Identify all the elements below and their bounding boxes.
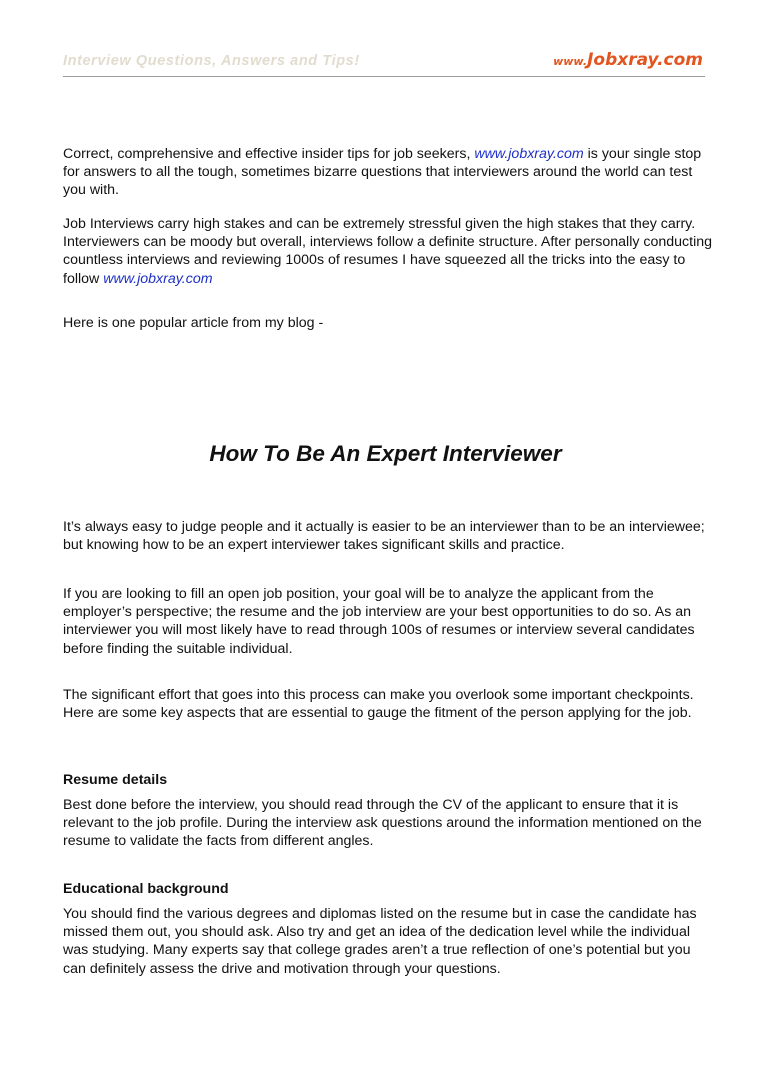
jobxray-link-1[interactable]: www.jobxray.com (474, 146, 584, 162)
header-brand-name: Jobxray.com (587, 50, 703, 70)
header-tagline: Interview Questions, Answers and Tips! (63, 53, 360, 69)
section-heading-education: Educational background (63, 881, 229, 897)
intro-text-1a: Correct, comprehensive and effective insider tips for job seekers, (63, 146, 475, 162)
article-paragraph-2: If you are looking to fill an open job position, your goal will be to analyze the applicant from the employer’s perspective; the resume and the job interview are your best opportunities to do so. As an interviewer you will most likely have to read through 100s of resumes or interview several candidates before finding the suitable individual. (63, 586, 695, 657)
section-text-education: You should find the various degrees and diplomas listed on the resume but in case the candidate has missed them out, you should ask. Also try and get an idea of the dedication level while the individual was studying. Many experts say that college grades aren’t a true reflection of one’s potential but you can definitely assess the drive and motivation through your questions. (63, 906, 697, 977)
intro-paragraph-1 (63, 145, 713, 200)
header-www: www. (553, 55, 588, 68)
intro-text-2a: Job Interviews carry high stakes and can be extremely stressful given the high stakes that they carry. Interviewers can be moody but overall, interviews follow a definite structure. After personally conducting countless interviews and reviewing 1000s of resumes I have squeezed all the tricks into the easy to follow (63, 216, 713, 287)
jobxray-link-2[interactable]: www.jobxray.com (103, 270, 213, 287)
article-title: How To Be An Expert Interviewer (209, 441, 562, 466)
intro-paragraph-3: Here is one popular article from my blog - (63, 315, 324, 331)
intro-paragraph-2 (63, 215, 713, 288)
article-paragraph-3: The significant effort that goes into this process can make you overlook some important checkpoints. Here are some key aspects that are essential to gauge the fitment of the person applying for the job. (63, 687, 694, 722)
page-header (63, 50, 705, 77)
article-paragraph-1: It’s always easy to judge people and it actually is easier to be an interviewer than to be an interviewee; but knowing how to be an expert interviewer takes significant skills and practice. (63, 519, 705, 554)
section-text-resume: Best done before the interview, you should read through the CV of the applicant to ensure that it is relevant to the job profile. During the interview ask questions around the information mentioned on the resume to validate the facts from different angles. (63, 797, 702, 850)
section-heading-resume: Resume details (63, 772, 168, 788)
header-brand[interactable] (553, 50, 703, 70)
intro-text-1b: is your single stop for answers to all the tough, sometimes bizarre questions that interviewers around the world can test you with. (63, 146, 702, 199)
